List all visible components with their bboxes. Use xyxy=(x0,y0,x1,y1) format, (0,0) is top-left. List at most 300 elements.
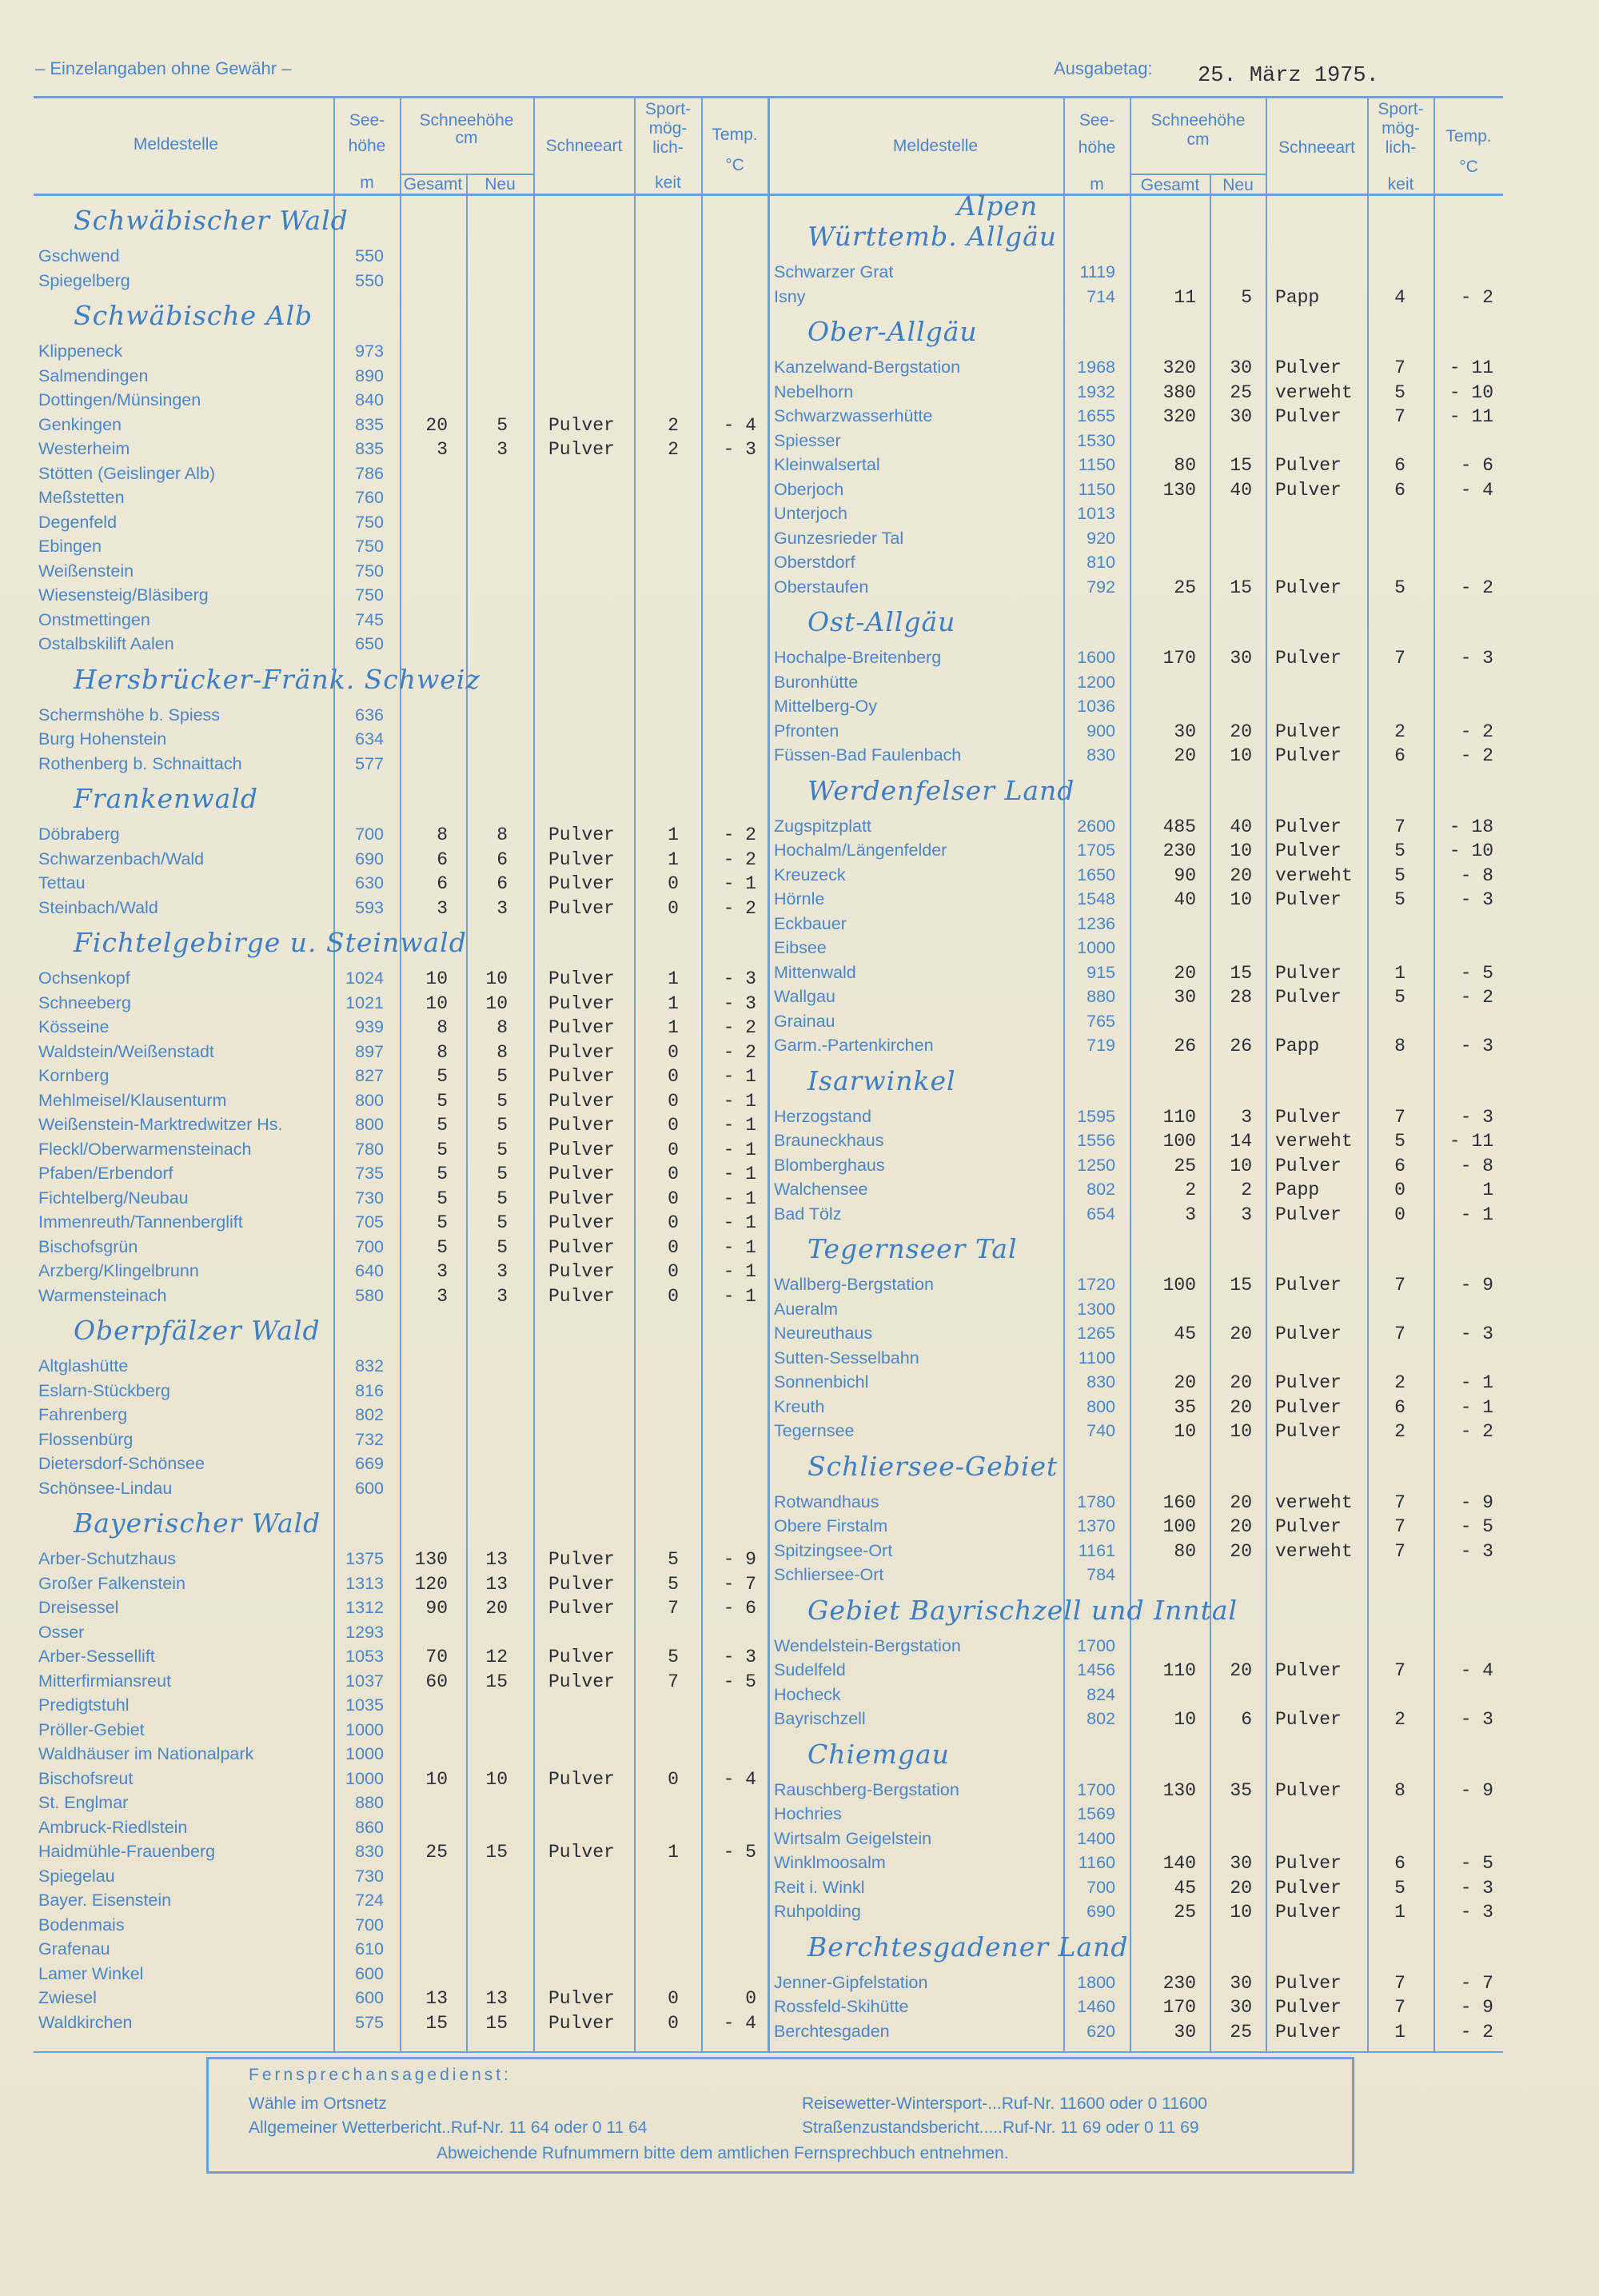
station-name: Spiegelberg xyxy=(38,270,130,290)
col-rule xyxy=(701,96,703,2051)
station-name: Bodenmais xyxy=(38,1915,125,1935)
station-elevation: 750 xyxy=(355,585,384,605)
snow-new: 8 xyxy=(496,1017,508,1038)
snow-type: Pulver xyxy=(548,825,615,845)
snow-new: 15 xyxy=(1230,1275,1252,1296)
snow-new: 20 xyxy=(1230,1540,1252,1562)
station-elevation: 750 xyxy=(355,561,384,581)
sport-rating: 2 xyxy=(668,439,679,460)
snow-total: 10 xyxy=(1174,1709,1196,1730)
snow-type: Pulver xyxy=(548,1066,615,1087)
station-name: Predigtstuhl xyxy=(38,1695,130,1715)
station-elevation: 1000 xyxy=(345,1768,384,1788)
col-rule xyxy=(1130,96,1131,2051)
station-elevation: 1265 xyxy=(1077,1324,1115,1343)
section-title-oberpf-lzer-wald: Oberpfälzer Wald xyxy=(74,1315,321,1346)
station-elevation: 669 xyxy=(355,1454,384,1473)
snow-type: verweht xyxy=(1275,381,1353,403)
snow-new: 10 xyxy=(1230,1902,1252,1923)
station-name: Gunzesrieder Tal xyxy=(774,528,904,548)
temperature: - 3 xyxy=(1460,1540,1493,1562)
station-elevation: 730 xyxy=(355,1188,384,1208)
col-header-temp: Temp. xyxy=(712,126,758,144)
snow-type: Papp xyxy=(1275,1036,1320,1056)
disclaimer: – Einzelangaben ohne Gewähr – xyxy=(35,58,292,78)
station-name: Schermshöhe b. Spiess xyxy=(38,705,221,725)
snow-type: Pulver xyxy=(1275,1709,1342,1730)
snow-type: Pulver xyxy=(1275,721,1342,742)
station-name: Rothenberg b. Schnaittach xyxy=(38,753,242,773)
snow-type: Pulver xyxy=(1275,479,1342,501)
snow-new: 40 xyxy=(1230,479,1252,501)
temperature: - 5 xyxy=(1460,962,1493,984)
col-rule xyxy=(1367,96,1369,2051)
station-name: Osser xyxy=(38,1622,85,1642)
station-name: Arzberg/Klingelbrunn xyxy=(38,1261,199,1280)
snow-total: 80 xyxy=(1174,455,1196,476)
temperature: - 5 xyxy=(1460,1853,1493,1874)
snow-new: 15 xyxy=(1230,962,1252,984)
snow-new: 13 xyxy=(485,1549,508,1570)
temperature: - 1 xyxy=(1460,1204,1493,1225)
temperature: - 3 xyxy=(723,1647,756,1667)
snow-total: 30 xyxy=(1174,2021,1196,2042)
sport-rating: 0 xyxy=(668,1285,679,1307)
col-rule xyxy=(768,96,770,2051)
station-name: Weißenstein-Marktredwitzer Hs. xyxy=(38,1115,283,1134)
snow-type: Pulver xyxy=(1275,1155,1342,1176)
station-elevation: 580 xyxy=(355,1285,384,1305)
temperature: - 3 xyxy=(723,968,756,989)
sport-rating: 5 xyxy=(1394,889,1406,910)
station-name: Fleckl/Oberwarmensteinach xyxy=(38,1139,252,1159)
section-title-werdenfelser-land: Werdenfelser Land xyxy=(807,774,1075,806)
temperature: - 2 xyxy=(723,849,756,870)
col-header-elev-2: höhe xyxy=(1078,138,1116,157)
temperature: - 8 xyxy=(1460,864,1493,886)
snow-new: 30 xyxy=(1230,1853,1252,1874)
snow-total: 10 xyxy=(425,1768,448,1790)
snow-new: 5 xyxy=(496,1139,508,1160)
station-elevation: 802 xyxy=(1087,1709,1115,1728)
snow-new: 5 xyxy=(496,1164,508,1184)
sport-rating: 7 xyxy=(1394,1275,1406,1296)
station-name: Stötten (Geislinger Alb) xyxy=(38,463,216,483)
section-title-bayerischer-wald: Bayerischer Wald xyxy=(74,1507,321,1539)
snow-type: Pulver xyxy=(548,1139,615,1160)
snow-total: 130 xyxy=(414,1549,448,1570)
station-elevation: 600 xyxy=(355,1988,384,2007)
sport-rating: 1 xyxy=(1394,2021,1406,2042)
temperature: - 1 xyxy=(723,1066,756,1087)
sport-rating: 0 xyxy=(668,1236,679,1258)
snow-total: 90 xyxy=(425,1598,448,1619)
snow-type: Pulver xyxy=(548,1164,615,1184)
station-elevation: 1548 xyxy=(1077,889,1115,908)
snow-new: 8 xyxy=(496,825,508,845)
snow-type: Pulver xyxy=(1275,1877,1342,1899)
snow-total: 70 xyxy=(425,1647,448,1667)
station-elevation: 1160 xyxy=(1078,1853,1115,1872)
snow-new: 3 xyxy=(496,1261,508,1282)
sport-rating: 7 xyxy=(1394,1106,1406,1128)
station-elevation: 719 xyxy=(1087,1036,1115,1055)
station-elevation: 1100 xyxy=(1078,1348,1115,1368)
station-elevation: 577 xyxy=(355,753,384,773)
station-elevation: 830 xyxy=(355,1842,384,1861)
snow-new: 13 xyxy=(485,1573,508,1595)
sport-rating: 7 xyxy=(1394,406,1406,427)
station-name: Wendelstein-Bergstation xyxy=(774,1635,961,1655)
station-name: Hochries xyxy=(774,1804,842,1823)
sport-rating: 0 xyxy=(668,873,679,894)
snow-total: 5 xyxy=(437,1090,448,1112)
station-name: Sutten-Sesselbahn xyxy=(774,1348,919,1368)
temperature: - 8 xyxy=(1460,1155,1493,1176)
snow-new: 20 xyxy=(1230,1660,1252,1681)
station-elevation: 1530 xyxy=(1077,430,1115,450)
station-name: Ruhpolding xyxy=(774,1902,861,1921)
station-elevation: 700 xyxy=(355,825,384,844)
snow-total: 5 xyxy=(437,1139,448,1160)
sport-rating: 7 xyxy=(1394,1516,1406,1537)
station-name: Genkingen xyxy=(38,414,122,434)
temperature: - 4 xyxy=(1460,479,1493,501)
col-header-station: Meldestelle xyxy=(892,137,979,155)
snow-type: Pulver xyxy=(548,1549,615,1570)
snow-total: 13 xyxy=(425,1988,448,2009)
station-elevation: 690 xyxy=(355,849,384,868)
col-header-snow-unit: cm xyxy=(455,129,478,147)
station-elevation: 740 xyxy=(1087,1421,1115,1440)
station-name: Oberstdorf xyxy=(774,553,855,572)
station-elevation: 800 xyxy=(355,1090,384,1110)
issue-date: 25. März 1975. xyxy=(1198,64,1379,88)
station-name: Spitzingsee-Ort xyxy=(774,1540,893,1560)
snow-type: Pulver xyxy=(548,1236,615,1258)
sport-rating: 1 xyxy=(668,1842,679,1863)
snow-type: verweht xyxy=(1275,1131,1353,1152)
snow-total: 3 xyxy=(437,897,448,919)
snow-type: Pulver xyxy=(1275,889,1342,910)
snow-type: Pulver xyxy=(1275,577,1342,598)
station-elevation: 890 xyxy=(355,365,384,385)
sport-rating: 8 xyxy=(1394,1779,1406,1801)
temperature: - 3 xyxy=(723,439,756,460)
temperature: - 3 xyxy=(723,992,756,1014)
station-name: Dreisessel xyxy=(38,1598,119,1617)
station-name: Dietersdorf-Schönsee xyxy=(38,1454,205,1473)
station-name: Spiesser xyxy=(774,430,841,450)
snow-new: 5 xyxy=(496,1115,508,1136)
snow-new: 10 xyxy=(1230,889,1252,910)
station-name: Ebingen xyxy=(38,537,102,556)
station-elevation: 810 xyxy=(1087,553,1115,572)
temperature: - 3 xyxy=(1460,889,1493,910)
station-name: Lamer Winkel xyxy=(38,1963,144,1983)
temperature: - 1 xyxy=(723,1188,756,1209)
sport-rating: 2 xyxy=(1394,1421,1406,1442)
snow-type: Pulver xyxy=(548,1573,615,1595)
sport-rating: 0 xyxy=(1394,1204,1406,1225)
snow-total: 130 xyxy=(1162,1779,1196,1801)
station-elevation: 1161 xyxy=(1078,1540,1115,1560)
temperature: - 18 xyxy=(1449,816,1493,837)
station-name: Kösseine xyxy=(38,1017,110,1036)
station-name: Spiegelau xyxy=(38,1866,115,1886)
station-elevation: 1150 xyxy=(1078,479,1115,499)
sport-rating: 1 xyxy=(1394,962,1406,984)
station-elevation: 1037 xyxy=(345,1671,384,1691)
snow-total: 26 xyxy=(1174,1036,1196,1056)
station-name: Oberstaufen xyxy=(774,577,869,597)
station-elevation: 1236 xyxy=(1077,913,1115,933)
temperature: - 2 xyxy=(1460,1421,1493,1442)
station-elevation: 1035 xyxy=(345,1695,384,1715)
temperature: - 11 xyxy=(1449,406,1493,427)
temperature: - 1 xyxy=(723,1139,756,1160)
temperature: - 5 xyxy=(1460,1516,1493,1537)
station-elevation: 800 xyxy=(1087,1396,1115,1416)
temperature: - 3 xyxy=(1460,1902,1493,1923)
station-name: Neureuthaus xyxy=(774,1324,873,1343)
station-elevation: 575 xyxy=(355,2012,384,2032)
col-header-snow: Schneehöhe xyxy=(419,111,514,130)
snow-new: 15 xyxy=(1230,577,1252,598)
snow-type: Pulver xyxy=(1275,357,1342,378)
snow-total: 30 xyxy=(1174,987,1196,1008)
station-name: Bayrischzell xyxy=(774,1709,866,1728)
station-name: Warmensteinach xyxy=(38,1285,167,1305)
station-name: Mittelberg-Oy xyxy=(774,697,878,716)
station-elevation: 830 xyxy=(1087,745,1115,765)
sport-rating: 2 xyxy=(668,414,679,436)
snow-total: 5 xyxy=(437,1188,448,1209)
snow-total: 80 xyxy=(1174,1540,1196,1562)
station-elevation: 827 xyxy=(355,1066,384,1085)
snow-total: 45 xyxy=(1174,1324,1196,1344)
snow-new: 5 xyxy=(1241,286,1252,308)
station-name: Salmendingen xyxy=(38,365,149,385)
sport-rating: 2 xyxy=(1394,1709,1406,1730)
snow-new: 30 xyxy=(1230,357,1252,378)
station-name: Ochsenkopf xyxy=(38,968,130,988)
station-name: Tegernsee xyxy=(774,1421,855,1440)
snow-total: 35 xyxy=(1174,1396,1196,1418)
phone-line-travel: Reisewetter-Wintersport-...Ruf-Nr. 11600 oder 0 11600 xyxy=(802,2094,1207,2113)
snow-new: 3 xyxy=(496,1285,508,1307)
snow-total: 20 xyxy=(425,414,448,436)
snow-type: Pulver xyxy=(1275,1902,1342,1923)
station-name: Altglashütte xyxy=(38,1356,129,1376)
sport-rating: 6 xyxy=(1394,455,1406,476)
station-name: Walchensee xyxy=(774,1180,868,1199)
snow-type: Pulver xyxy=(1275,745,1342,766)
sport-rating: 0 xyxy=(668,1768,679,1790)
col-rule xyxy=(333,96,335,2051)
snow-new: 30 xyxy=(1230,648,1252,669)
sport-rating: 0 xyxy=(668,1988,679,2009)
station-elevation: 640 xyxy=(355,1261,384,1280)
sport-rating: 7 xyxy=(1394,357,1406,378)
snow-new: 5 xyxy=(496,1236,508,1258)
temperature: - 1 xyxy=(1460,1372,1493,1393)
temperature: - 2 xyxy=(723,1041,756,1063)
temperature: - 2 xyxy=(723,1017,756,1038)
station-name: Mitterfirmiansreut xyxy=(38,1671,172,1691)
snow-total: 3 xyxy=(437,1285,448,1307)
snow-type: Pulver xyxy=(1275,1853,1342,1874)
snow-type: Pulver xyxy=(548,1598,615,1619)
snow-type: Pulver xyxy=(548,1647,615,1667)
sport-rating: 7 xyxy=(1394,816,1406,837)
snow-new: 3 xyxy=(1241,1204,1252,1225)
snow-new: 10 xyxy=(485,968,508,989)
temperature: - 9 xyxy=(1460,1275,1493,1296)
station-elevation: 915 xyxy=(1087,962,1115,982)
station-name: Bad Tölz xyxy=(774,1204,842,1224)
temperature: - 9 xyxy=(1460,1779,1493,1801)
temperature: - 3 xyxy=(1460,648,1493,669)
station-elevation: 1013 xyxy=(1077,504,1115,523)
temperature: - 1 xyxy=(1460,1396,1493,1418)
station-name: Hochalm/Längenfelder xyxy=(774,841,947,860)
sport-rating: 6 xyxy=(1394,745,1406,766)
col-header-type: Schneeart xyxy=(1278,138,1355,157)
sport-rating: 5 xyxy=(1394,864,1406,886)
snow-new: 10 xyxy=(1230,745,1252,766)
snow-new: 20 xyxy=(1230,1372,1252,1393)
col-header-sport-1: Sport- xyxy=(644,100,692,118)
station-elevation: 784 xyxy=(1087,1565,1115,1584)
station-name: Waldhäuser im Nationalpark xyxy=(38,1744,254,1763)
snow-total: 30 xyxy=(1174,721,1196,742)
section-title-schliersee-gebiet: Schliersee-Gebiet xyxy=(807,1450,1059,1482)
col-header-snow-unit: cm xyxy=(1186,130,1210,149)
station-elevation: 830 xyxy=(1087,1372,1115,1392)
station-elevation: 1200 xyxy=(1077,672,1115,692)
snow-total: 110 xyxy=(1162,1660,1196,1681)
col-header-sport-2: mög- xyxy=(648,119,688,138)
temperature: 1 xyxy=(1482,1180,1493,1200)
snow-new: 20 xyxy=(1230,1516,1252,1537)
station-name: Schwarzer Grat xyxy=(774,262,894,282)
station-name: Bischofsgrün xyxy=(38,1236,138,1256)
snow-type: Pulver xyxy=(548,897,615,919)
snow-type: Papp xyxy=(1275,286,1320,308)
sport-rating: 6 xyxy=(1394,1396,1406,1418)
station-name: St. Englmar xyxy=(38,1793,129,1812)
station-name: Garm.-Partenkirchen xyxy=(774,1036,934,1055)
temperature: - 3 xyxy=(1460,1324,1493,1344)
snow-total: 5 xyxy=(437,1164,448,1184)
sport-rating: 7 xyxy=(1394,1997,1406,2018)
snow-type: Pulver xyxy=(548,849,615,870)
snow-new: 5 xyxy=(496,1090,508,1112)
snow-type: verweht xyxy=(1275,1491,1353,1513)
sport-rating: 7 xyxy=(1394,648,1406,669)
snow-type: Pulver xyxy=(1275,1660,1342,1681)
station-name: Hörnle xyxy=(774,889,825,908)
station-elevation: 610 xyxy=(355,1939,384,1959)
station-elevation: 1700 xyxy=(1077,1779,1115,1799)
station-name: Wallberg-Bergstation xyxy=(774,1275,934,1294)
snow-type: Pulver xyxy=(1275,406,1342,427)
snow-new: 5 xyxy=(496,1212,508,1233)
temperature: - 6 xyxy=(1460,455,1493,476)
snow-total: 5 xyxy=(437,1066,448,1087)
snow-new: 30 xyxy=(1230,1972,1252,1994)
section-title-berchtesgadener-land: Berchtesgadener Land xyxy=(807,1931,1129,1963)
station-name: Oberjoch xyxy=(774,479,844,499)
snow-new: 10 xyxy=(1230,841,1252,861)
sport-rating: 0 xyxy=(668,2012,679,2034)
snow-new: 20 xyxy=(1230,1491,1252,1513)
station-name: Eibsee xyxy=(774,938,827,957)
snow-total: 3 xyxy=(1185,1204,1196,1225)
station-name: Mehlmeisel/Klausenturm xyxy=(38,1090,227,1110)
station-name: Westerheim xyxy=(38,439,130,458)
snow-type: verweht xyxy=(1275,1540,1353,1562)
sport-rating: 7 xyxy=(1394,1540,1406,1562)
snow-total: 8 xyxy=(437,1017,448,1038)
col-header-sport-3: lich- xyxy=(1385,138,1417,157)
snow-new: 30 xyxy=(1230,1997,1252,2018)
sport-rating: 0 xyxy=(668,1261,679,1282)
station-elevation: 1300 xyxy=(1077,1299,1115,1319)
station-elevation: 880 xyxy=(355,1793,384,1812)
col-header-new: Neu xyxy=(1222,176,1254,194)
temperature: - 9 xyxy=(1460,1997,1493,2018)
station-elevation: 1400 xyxy=(1077,1828,1115,1848)
snow-new: 10 xyxy=(485,1768,508,1790)
col-header-temp-unit: °C xyxy=(725,156,744,174)
snow-total: 10 xyxy=(425,968,448,989)
station-name: Reit i. Winkl xyxy=(774,1877,865,1897)
station-elevation: 780 xyxy=(355,1139,384,1159)
sport-rating: 0 xyxy=(1394,1180,1406,1200)
station-name: Flossenbürg xyxy=(38,1429,134,1449)
station-elevation: 835 xyxy=(355,439,384,458)
station-elevation: 650 xyxy=(355,634,384,653)
station-elevation: 1600 xyxy=(1077,648,1115,667)
station-elevation: 860 xyxy=(355,1817,384,1837)
col-rule xyxy=(1266,96,1267,2051)
station-elevation: 700 xyxy=(355,1915,384,1935)
snow-total: 110 xyxy=(1162,1106,1196,1128)
col-header-sport-4: keit xyxy=(1387,175,1414,194)
station-name: Großer Falkenstein xyxy=(38,1573,186,1593)
temperature: - 2 xyxy=(1460,577,1493,598)
station-name: Hocheck xyxy=(774,1684,841,1704)
station-name: Kreuth xyxy=(774,1396,825,1416)
station-name: Brauneckhaus xyxy=(774,1131,884,1150)
temperature: - 4 xyxy=(723,1768,756,1790)
snow-type: Pulver xyxy=(548,1842,615,1863)
station-name: Isny xyxy=(774,286,806,306)
temperature: - 1 xyxy=(723,1285,756,1307)
snow-total: 15 xyxy=(425,2012,448,2034)
sport-rating: 5 xyxy=(1394,841,1406,861)
col-header-elev-unit: m xyxy=(360,174,374,192)
section-title-fichtelgebirge-u-steinwald: Fichtelgebirge u. Steinwald xyxy=(74,927,467,958)
snow-new: 20 xyxy=(1230,864,1252,886)
station-elevation: 802 xyxy=(355,1405,384,1424)
station-name: Zwiesel xyxy=(38,1988,97,2007)
sport-rating: 7 xyxy=(1394,1491,1406,1513)
station-name: Kreuzeck xyxy=(774,864,846,884)
station-name: Unterjoch xyxy=(774,504,848,523)
